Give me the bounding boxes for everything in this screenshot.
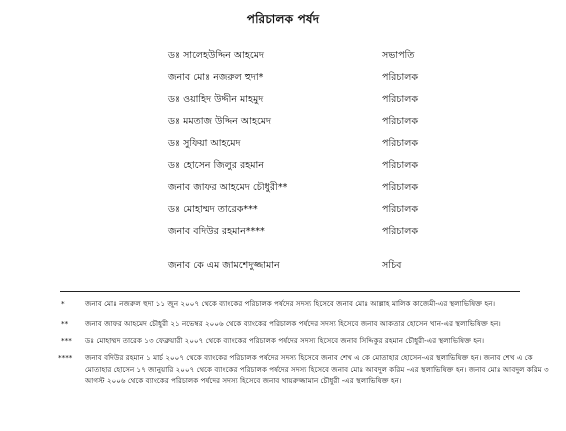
member-role: পরিচালক [382, 182, 418, 193]
member-row [0, 115, 566, 135]
member-row [0, 93, 566, 113]
member-role: পরিচালক [382, 204, 418, 215]
footnote-text: জনাব বদিউর রহমান ১ মার্চ ২০০৭ থেকে ব্যাংকের পরিচালক পর্ষদের সদস্য হিসেবে জনাব শেখ এ কে মোতাহার হোসেন-এর স্থলাভিষিক্ত হন। জনাব শেখ এ কে মোতাহার হোসেন ১৭ জানুয়ারি ২০০৭ থেকে ব্যাংকের পরিচালক পর্ষদের সদস্য হিসেবে জনাব মোঃ আবদুল করিম -এর স্থলাভিষিক্ত হন। জনাব মোঃ আবদুল করিম ৩ আগস্ট ২০০৬ থেকে ব্যাংকের পরিচালক পর্ষদের সদস্য হিসেবে জনাব খায়রুজ্জামান চৌধুরী -এর স্থলাভিষিক্ত হন। [85, 353, 549, 385]
member-row [0, 181, 566, 201]
footnote-text: ডঃ মোহাম্মদ তারেক ১৩ ফেব্রুয়ারী ২০০৭ থেকে ব্যাংকের পরিচালক পর্ষদের সদস্য হিসেবে জনাব সিদ্দিকুর রহমান চৌধুরী-এর স্থলাভিষিক্ত হন। [85, 336, 485, 345]
member-role: সভাপতি [382, 50, 415, 61]
member-row [0, 49, 566, 69]
footnote-marker: *** [61, 336, 72, 345]
footnote-divider [60, 291, 520, 292]
footnote-marker: * [61, 299, 65, 308]
secretary-row [0, 259, 566, 279]
member-row [0, 71, 566, 91]
page-title: পরিচালক পর্ষদ [246, 12, 320, 26]
member-row [0, 225, 566, 245]
member-role: পরিচালক [382, 72, 418, 83]
member-name: ডঃ মমতাজ উদ্দিন আহমেদ [168, 116, 272, 127]
member-name: জনাব মোঃ নজরুল হুদা* [168, 72, 264, 83]
member-role: পরিচালক [382, 116, 418, 127]
member-role: পরিচালক [382, 138, 418, 149]
member-row [0, 159, 566, 179]
member-name: ডঃ সালেহউদ্দিন আহমেদ [168, 50, 264, 61]
member-role: পরিচালক [382, 226, 418, 237]
footnote-text: জনাব মোঃ নজরুল হুদা ১১ জুন ২০০৭ থেকে ব্যাংকের পরিচালক পর্ষদের সদস্য হিসেবে জনাব মোঃ আল্লাহ মালিক কাজেমী-এর স্থলাভিষিক্ত হন। [85, 299, 496, 308]
secretary-name: জনাব কে এম জামশেদুজ্জামান [168, 260, 280, 271]
footnote-marker: ** [61, 319, 69, 328]
member-role: পরিচালক [382, 94, 418, 105]
member-name: ডঃ হোসেন জিলুর রহমান [168, 160, 264, 171]
member-name: জনাব বদিউর রহমান**** [168, 226, 265, 237]
footnote-marker: **** [58, 353, 73, 362]
member-role: পরিচালক [382, 160, 418, 171]
footnote-text: জনাব জাফর আহমেদ চৌধুরী ২১ নভেম্বর ২০০৬ থেকে ব্যাংকের পরিচালক পর্ষদের সদস্য হিসেবে জনাব আকতার হোসেন খান-এর স্থলাভিষিক্ত হন। [85, 319, 501, 328]
member-row [0, 203, 566, 223]
member-row [0, 137, 566, 157]
member-name: ডঃ সুফিয়া আহমেদ [168, 138, 241, 149]
member-name: ডঃ ওয়াহিদ উদ্দীন মাহমুদ [168, 94, 264, 105]
secretary-role: সচিব [382, 260, 402, 271]
member-name: জনাব জাফর আহমেদ চৌধুরী** [168, 182, 288, 193]
member-name: ডঃ মোহাম্মদ তারেক*** [168, 204, 258, 215]
